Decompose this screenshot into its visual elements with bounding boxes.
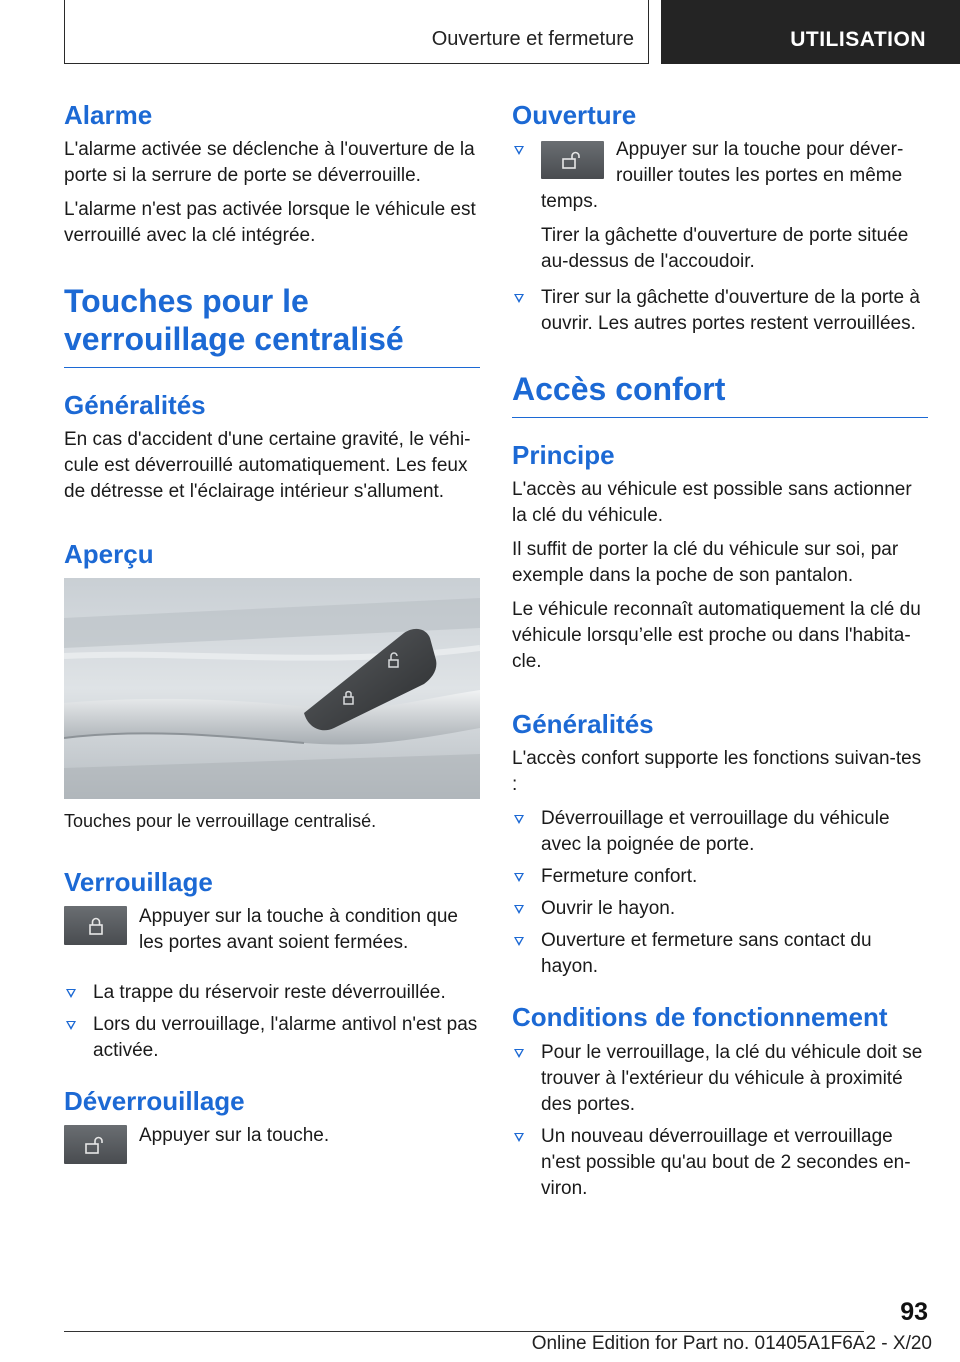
footer-edition: Online Edition for Part no. 01405A1F6A2 - X/20 — [531, 1333, 932, 1354]
unlock-button-image — [541, 141, 604, 179]
list-item: Appuyer sur la touche pour déver-rouiller toutes les portes en même temps. Tirer la gâchette d'ouverture de porte située au-dessus de l'accoudoir. — [512, 137, 928, 275]
principle-paragraph-3: Le véhicule reconnaît automatiquement la clé du véhicule lorsqu’elle est proche ou dans l'habita-cle. — [512, 599, 921, 673]
triangle-bullet-icon — [514, 294, 524, 303]
list-item: Lors du verrouillage, l'alarme antivol n'est pas activée. — [64, 1012, 480, 1064]
right-column — [512, 100, 928, 1210]
unlock-heading: Déverrouillage — [64, 1086, 245, 1117]
unlock-button-image — [64, 1125, 127, 1164]
lock-text: Appuyer sur la touche à condition que les portes avant soient fermées. — [139, 906, 458, 954]
generalites-heading: Généralités — [512, 709, 654, 740]
triangle-bullet-icon — [514, 905, 524, 914]
lock-bullets — [64, 980, 480, 1064]
list-item: La trappe du réservoir reste déverrouillée. — [64, 980, 480, 1006]
triangle-bullet-icon — [66, 989, 76, 998]
triangle-bullet-icon — [514, 146, 524, 155]
conditions-bullets — [512, 1040, 928, 1202]
central-locking-heading — [64, 283, 480, 368]
page-number: 93 — [900, 1298, 928, 1326]
list-item: Ouvrir le hayon. — [512, 896, 928, 922]
comfort-functions-bullets — [512, 806, 928, 980]
central-locking-heading-line-1: Touches pour le — [64, 283, 309, 320]
lock-open-icon — [84, 1135, 108, 1155]
triangle-bullet-icon — [514, 937, 524, 946]
chapter-title: Ouverture et fermeture — [431, 28, 634, 50]
alarm-paragraph-1: L'alarme activée se déclenche à l'ouverture de la porte si la serrure de porte se déverrouille. — [64, 139, 475, 187]
principle-heading: Principe — [512, 439, 615, 470]
central-locking-heading-line-2: verrouillage centralisé — [64, 320, 404, 357]
open-sub-paragraph: Tirer la gâchette d'ouverture de porte située au-dessus de l'accoudoir. — [541, 225, 909, 273]
section-title: UTILISATION — [790, 28, 926, 51]
footer-divider — [64, 1331, 864, 1332]
lock-key-row — [64, 904, 480, 956]
alarm-paragraph-2: L'alarme n'est pas activée lorsque le véhicule est verrouillé avec la clé intégrée. — [64, 199, 476, 247]
chapter-tab — [64, 0, 649, 64]
triangle-bullet-icon — [514, 815, 524, 824]
open-heading: Ouverture — [512, 100, 637, 130]
open-bullets — [512, 137, 928, 337]
generalites-paragraph: L'accès confort supporte les fonctions suivan-tes : — [512, 748, 922, 796]
apercu-heading: Aperçu — [64, 538, 154, 569]
list-item: Pour le verrouillage, la clé du véhicule doit se trouver à l'extérieur du véhicule à proximité des portes. — [512, 1040, 928, 1118]
generalites-heading: Généralités — [64, 389, 206, 420]
triangle-bullet-icon — [514, 1133, 524, 1142]
generalites-paragraph: En cas d'accident d'une certaine gravité, le véhi-cule est déverrouillé automatiquement. Les feux de détresse et l'éclairage intérieur s'allument. — [64, 428, 471, 502]
principle-paragraph-1: L'accès au véhicule est possible sans actionner la clé du véhicule. — [512, 479, 912, 527]
list-item: Un nouveau déverrouillage et verrouillage n'est possible qu'au bout de 2 secondes en-viron. — [512, 1124, 928, 1202]
lock-heading: Verrouillage — [64, 867, 213, 898]
triangle-bullet-icon — [514, 873, 524, 882]
comfort-access-heading: Accès confort — [512, 371, 928, 418]
list-item: Ouverture et fermeture sans contact du hayon. — [512, 928, 928, 980]
photo-caption: Touches pour le verrouillage centralisé. — [64, 811, 377, 832]
alarm-heading: Alarme — [64, 100, 153, 130]
triangle-bullet-icon — [514, 1049, 524, 1058]
left-column — [64, 100, 480, 1174]
unlock-key-row — [64, 1123, 480, 1164]
list-item: Déverrouillage et verrouillage du véhicule avec la poignée de porte. — [512, 806, 928, 858]
list-item: Tirer sur la gâchette d'ouverture de la porte à ouvrir. Les autres portes restent verrouillées. — [512, 285, 928, 337]
list-item: Fermeture confort. — [512, 864, 928, 890]
door-lock-buttons-photo — [64, 578, 480, 799]
lock-open-icon — [561, 150, 585, 170]
unlock-text: Appuyer sur la touche. — [139, 1125, 330, 1147]
principle-paragraph-2: Il suffit de porter la clé du véhicule sur soi, par exemple dans la poche de son pantalon. — [512, 539, 899, 587]
triangle-bullet-icon — [66, 1021, 76, 1030]
conditions-heading: Conditions de fonctionnement — [512, 1002, 888, 1033]
section-tab — [661, 0, 960, 64]
lock-button-image — [64, 906, 127, 945]
lock-closed-icon — [86, 916, 106, 936]
